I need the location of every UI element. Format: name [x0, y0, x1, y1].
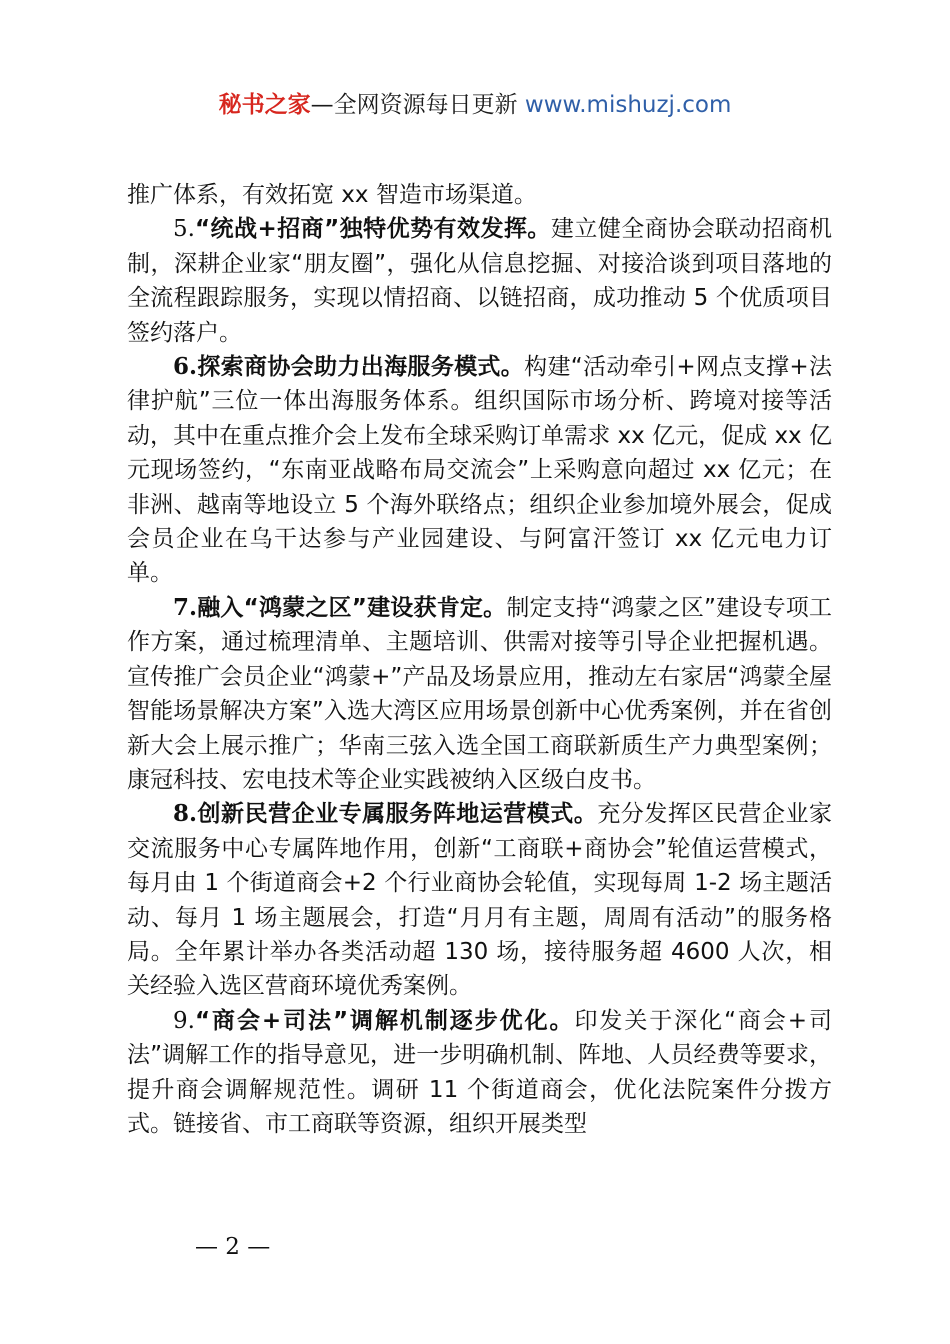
item-heading: 创新民营企业专属服务阵地运营模式。 [197, 801, 598, 828]
paragraph-item-5 [127, 212, 832, 350]
paragraph-text: 构建“活动牵引+网点支撑+法律护航”三位一体出海服务体系。组织国际市场分析、跨境对接等活动，其中在重点推介会上发布全球采购订单需求 xx 亿元，促成 xx 亿元现场签约，“东南亚战略布局交流会”上采购意向超过 xx 亿元；在非洲、越南等地设立 5 个海外联络点；组织企业参加境外展会，促成会员企业在乌干达参与产业园建设、与阿富汗签订 xx 亿元电力订单。 [127, 354, 833, 587]
item-heading: 探索商协会助力出海服务模式。 [197, 354, 525, 381]
paragraph-continuation [127, 178, 832, 212]
paragraph-item-9 [127, 1004, 832, 1142]
item-number: 7. [173, 593, 198, 621]
page-number: — 2 — [195, 1234, 271, 1260]
paragraph-item-8 [127, 797, 832, 1003]
paragraph-item-6 [127, 350, 832, 591]
paragraph-text: 印发关于深化“商会+司法”调解工作的指导意见，进一步明确机制、阵地、人员经费等要求，提升商会调解规范性。调研 11 个街道商会，优化法院案件分拨方式。链接省、市工商联等资源，组织开展类型 [127, 1007, 833, 1137]
banner-brand: 秘书之家 [218, 92, 311, 118]
item-heading: “统战+招商”独特优势有效发挥。 [194, 216, 551, 243]
item-number: 6. [173, 353, 198, 381]
paragraph-text: 制定支持“鸿蒙之区”建设专项工作方案，通过梳理清单、主题培训、供需对接等引导企业把握机遇。宣传推广会员企业“鸿蒙+”产品及场景应用，推动左右家居“鸿蒙全屋智能场景解决方案”入选大湾区应用场景创新中心优秀案例，并在省创新大会上展示推广；华南三弦入选全国工商联新质生产力典型案例；康冠科技、宏电技术等企业实践被纳入区级白皮书。 [127, 594, 832, 793]
item-number: 9. [173, 1007, 195, 1034]
item-heading: 融入“鸿蒙之区”建设获肯定。 [197, 594, 507, 621]
item-number: 8. [173, 800, 198, 828]
document-body [127, 178, 832, 1141]
site-banner [0, 88, 950, 122]
paragraph-text: 建立健全商协会联动招商机制，深耕企业家“朋友圈”，强化从信息挖掘、对接洽谈到项目落地的全流程跟踪服务，实现以情招商、以链招商，成功推动 5 个优质项目签约落户。 [127, 216, 832, 346]
paragraph-text: 充分发挥区民营企业家交流服务中心专属阵地作用，创新“工商联+商协会”轮值运营模式，每月由 1 个街道商会+2 个行业商协会轮值，实现每周 1-2 场主题活动、每月 1 场主题展会，打造“月月有主题，周周有活动”的服务格局。全年累计举办各类活动超 130 场，接待服务超 4600 人次，相关经验入选区营商环境优秀案例。 [127, 801, 833, 1000]
paragraph-text: 推广体系，有效拓宽 xx 智造市场渠道。 [127, 182, 537, 208]
item-number: 5. [173, 216, 195, 243]
banner-url[interactable]: www.mishuzj.com [524, 92, 732, 118]
banner-tagline: —全网资源每日更新 [310, 92, 525, 118]
item-heading: “商会+司法”调解机制逐步优化。 [194, 1007, 575, 1034]
paragraph-item-7 [127, 591, 832, 797]
